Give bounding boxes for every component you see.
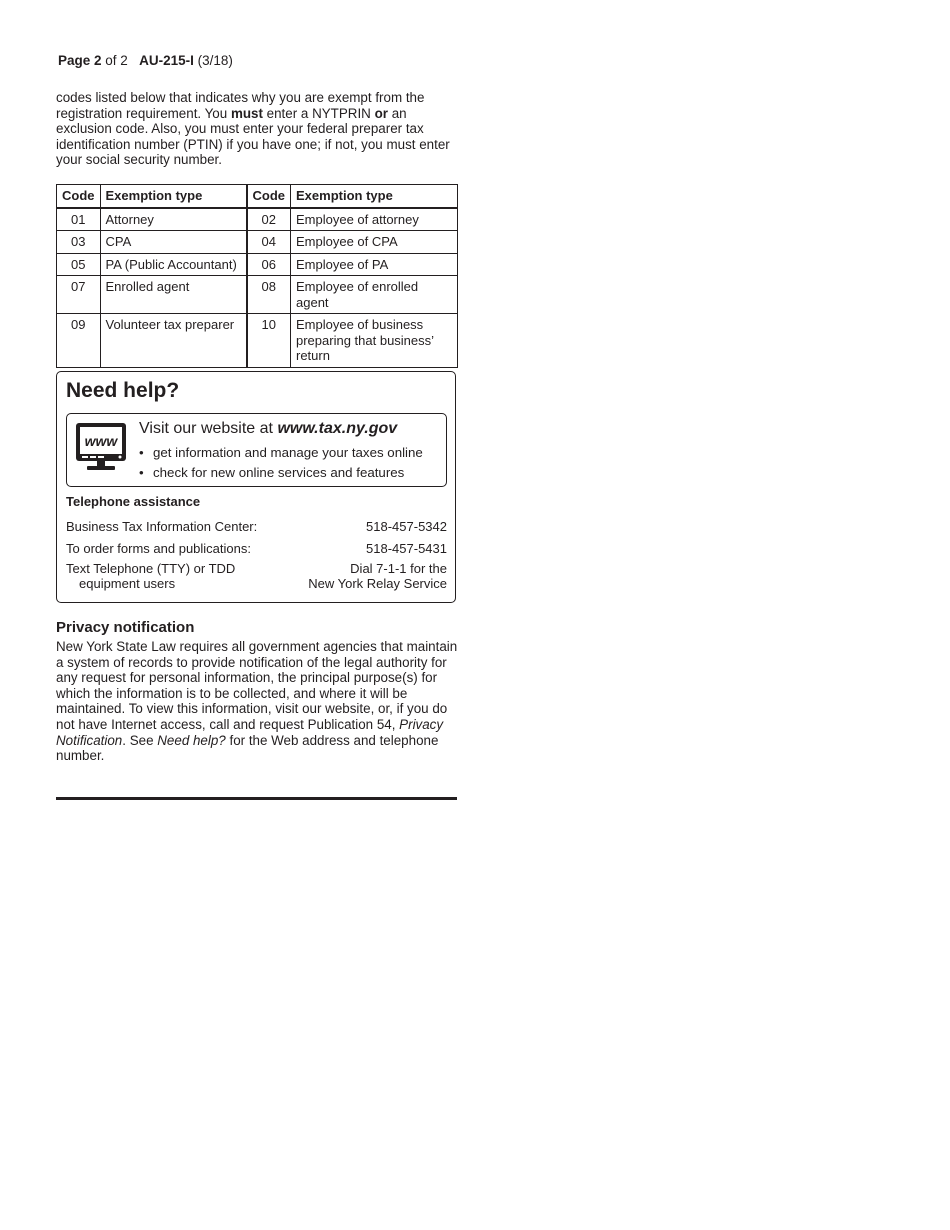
code-cell: 09 bbox=[57, 314, 101, 368]
telephone-number: 518-457-5342 bbox=[366, 519, 447, 534]
table-row bbox=[57, 208, 458, 231]
table-row bbox=[57, 276, 458, 314]
code-cell: 08 bbox=[247, 276, 291, 314]
type-cell: Employee of attorney bbox=[291, 208, 458, 231]
telephone-label: Business Tax Information Center: bbox=[66, 519, 258, 534]
type-cell: Enrolled agent bbox=[100, 276, 247, 314]
code-cell: 04 bbox=[247, 231, 291, 254]
table-row bbox=[57, 253, 458, 276]
type-cell: Volunteer tax preparer bbox=[100, 314, 247, 368]
table-row bbox=[57, 314, 458, 368]
bullet-text: get information and manage your taxes online bbox=[153, 445, 423, 460]
page-number: Page 2 bbox=[58, 53, 102, 68]
code-cell: 10 bbox=[247, 314, 291, 368]
type-cell: Employee of enrolled agent bbox=[291, 276, 458, 314]
type-cell: Attorney bbox=[100, 208, 247, 231]
bottom-rule bbox=[56, 797, 457, 800]
header-code-2: Code bbox=[247, 185, 291, 208]
relay-line-1: Dial 7-1-1 for the bbox=[350, 561, 447, 576]
form-revision: (3/18) bbox=[193, 53, 233, 68]
type-cell: PA (Public Accountant) bbox=[100, 253, 247, 276]
code-cell: 07 bbox=[57, 276, 101, 314]
code-cell: 06 bbox=[247, 253, 291, 276]
header-code-1: Code bbox=[57, 185, 101, 208]
privacy-notification-text bbox=[56, 639, 458, 764]
privacy-text-2: Privacy Notification bbox=[56, 716, 444, 748]
website-bullets bbox=[139, 443, 423, 483]
exemption-codes-table bbox=[56, 184, 458, 368]
intro-paragraph bbox=[56, 90, 456, 168]
need-help-title: Need help? bbox=[66, 379, 180, 402]
page-total: of 2 bbox=[101, 53, 128, 68]
table-row bbox=[57, 231, 458, 254]
intro-text-1: codes listed below that indicates why you are exempt from the registration requirement. You bbox=[56, 90, 425, 121]
relay-line-2: New York Relay Service bbox=[308, 576, 447, 591]
website-box bbox=[66, 413, 447, 487]
type-cell: Employee of PA bbox=[291, 253, 458, 276]
table-header-row bbox=[57, 185, 458, 208]
header-type-2: Exemption type bbox=[291, 185, 458, 208]
telephone-number bbox=[308, 561, 447, 591]
website-url[interactable]: www.tax.ny.gov bbox=[277, 420, 398, 437]
code-cell: 03 bbox=[57, 231, 101, 254]
privacy-text-5: for the Web address and telephone number. bbox=[56, 732, 439, 764]
code-cell: 01 bbox=[57, 208, 101, 231]
list-item bbox=[139, 443, 423, 463]
privacy-text-1: New York State Law requires all government agencies that maintain a system of records to provide notification of the legal authority for any request for personal information, the principal purpose(s) for which the information is to be collected, and where it will be maintained. To view this information, visit our website, or, if you do not have Internet access, call and request Publication 54, bbox=[56, 639, 458, 732]
intro-text-3: an exclusion code. Also, you must enter your federal preparer tax identification number (PTIN) if you have one; if not, you must enter your social security number. bbox=[56, 105, 450, 168]
form-number: AU-215-I bbox=[139, 53, 194, 68]
type-cell: CPA bbox=[100, 231, 247, 254]
privacy-text-3: . See bbox=[122, 732, 158, 748]
page-header bbox=[58, 53, 233, 68]
tty-label-line-1: Text Telephone (TTY) or TDD bbox=[66, 561, 236, 576]
tty-label-line-2: equipment users bbox=[79, 576, 176, 591]
privacy-text-4: Need help? bbox=[157, 732, 226, 748]
code-cell: 02 bbox=[247, 208, 291, 231]
www-icon-text: www bbox=[84, 433, 118, 449]
intro-must: must bbox=[230, 105, 263, 121]
type-cell: Employee of business preparing that business’ return bbox=[291, 314, 458, 368]
www-monitor-icon bbox=[75, 422, 127, 472]
header-type-1: Exemption type bbox=[100, 185, 247, 208]
telephone-assistance-title: Telephone assistance bbox=[66, 494, 201, 509]
bullet-text: check for new online services and features bbox=[153, 465, 405, 480]
intro-text-2: enter a NYTPRIN bbox=[262, 105, 375, 121]
type-cell: Employee of CPA bbox=[291, 231, 458, 254]
code-cell: 05 bbox=[57, 253, 101, 276]
telephone-label: To order forms and publications: bbox=[66, 541, 251, 556]
bullet: • bbox=[139, 465, 144, 480]
list-item bbox=[139, 463, 423, 483]
visit-prefix: Visit our website at bbox=[139, 420, 278, 437]
telephone-number: 518-457-5431 bbox=[366, 541, 447, 556]
need-help-box bbox=[56, 371, 456, 603]
intro-or: or bbox=[374, 105, 388, 121]
privacy-notification-title: Privacy notification bbox=[56, 619, 195, 636]
website-line bbox=[139, 420, 397, 438]
bullet: • bbox=[139, 445, 144, 460]
telephone-label bbox=[66, 561, 235, 591]
